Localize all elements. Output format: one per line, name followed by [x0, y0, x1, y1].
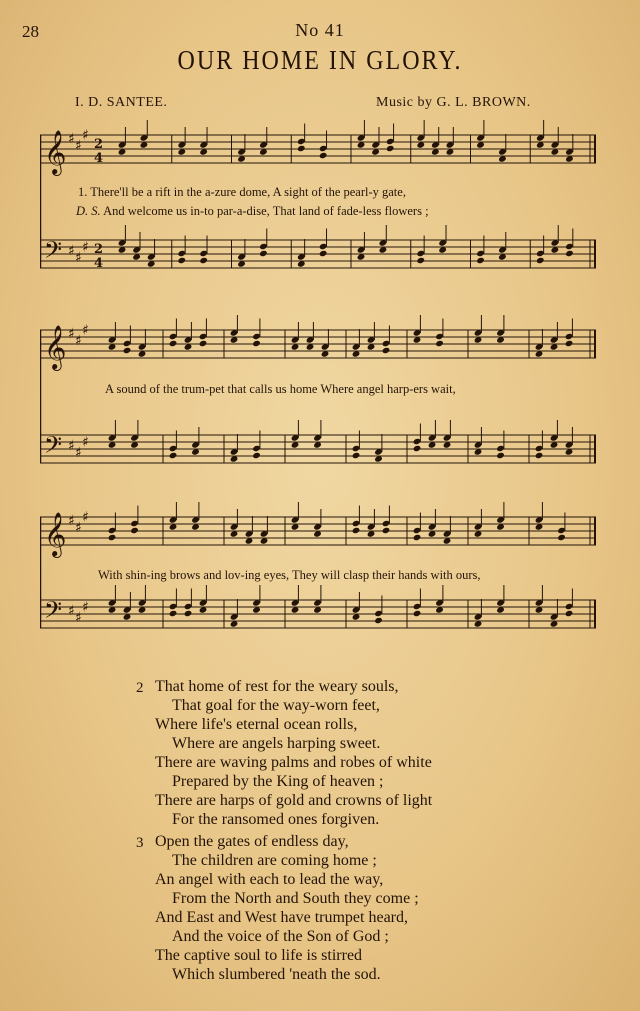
svg-text:♯: ♯ — [68, 131, 75, 147]
svg-text:♯: ♯ — [75, 333, 82, 349]
verse-line: The children are coming home ; — [172, 852, 377, 869]
verse-line: Prepared by the King of heaven ; — [172, 773, 384, 790]
lyric-text: A sound of the trum-pet that calls us home Where angel harp-ers wait, — [105, 382, 456, 396]
treble-staff — [40, 517, 596, 545]
lyric-line-1 — [78, 185, 406, 200]
time-signature-bottom: 4 — [94, 256, 104, 271]
treble-key-signature — [68, 323, 89, 350]
verse-line: That goal for the way-worn feet, — [172, 697, 380, 714]
svg-text:♯: ♯ — [75, 138, 82, 154]
svg-text:♯: ♯ — [75, 610, 82, 626]
treble-clef-icon: 𝄞 — [44, 325, 67, 369]
hymn-number: No 41 — [295, 20, 345, 40]
verse-line: Where are angels harping sweet. — [172, 735, 381, 752]
bass-key-signature — [68, 600, 89, 627]
svg-text:♯: ♯ — [82, 239, 89, 256]
music-system-2 — [40, 310, 596, 480]
verse-line: For the ransomed ones forgiven. — [172, 811, 380, 828]
svg-text:♯: ♯ — [68, 603, 75, 619]
svg-text:♯: ♯ — [82, 322, 89, 339]
time-signature-bottom: 4 — [94, 151, 104, 166]
svg-text:♯: ♯ — [68, 326, 75, 342]
verse-3-number: 3 — [136, 835, 144, 851]
verse-line: From the North and South they come ; — [172, 890, 419, 907]
verse-line: Where life's eternal ocean rolls, — [155, 716, 358, 733]
verse-line: And East and West have trumpet heard, — [155, 909, 409, 926]
svg-text:♯: ♯ — [68, 243, 75, 259]
lyric-text: And welcome us in-to par-a-dise, That land of fade-less flowers ; — [103, 204, 429, 218]
verse-line: And the voice of the Son of God ; — [172, 928, 389, 945]
lyric-line-3 — [98, 568, 481, 583]
lyric-line-ds — [76, 204, 429, 219]
treble-key-signature — [68, 128, 89, 155]
svg-text:♯: ♯ — [68, 438, 75, 454]
verse-line: That home of rest for the weary souls, — [155, 678, 399, 695]
treble-staff — [40, 330, 596, 358]
treble-clef-icon: 𝄞 — [44, 130, 67, 174]
bass-clef-icon: 𝄢 — [44, 596, 63, 629]
music-system-1 — [40, 115, 596, 285]
time-signature-top: 2 — [94, 242, 104, 257]
verse-line: An angel with each to lead the way, — [155, 871, 384, 888]
verse-line: Which slumbered 'neath the sod. — [172, 966, 381, 983]
time-signature-top: 2 — [94, 137, 104, 152]
treble-clef-icon: 𝄞 — [44, 512, 67, 556]
verse-line: The captive soul to life is stirred — [155, 947, 363, 964]
lyric-line-2 — [105, 382, 456, 397]
author-credit: I. D. SANTEE. — [75, 95, 168, 110]
svg-text:♯: ♯ — [75, 520, 82, 536]
verse-2-number: 2 — [136, 680, 144, 696]
verse-line: Open the gates of endless day, — [155, 833, 349, 850]
staff-system-1 — [40, 115, 596, 285]
bass-key-signature — [68, 240, 89, 267]
stanza-label: 1. — [78, 185, 88, 199]
svg-text:♯: ♯ — [82, 509, 89, 526]
lyric-text: With shin-ing brows and lov-ing eyes, They will clasp their hands with ours, — [98, 568, 481, 582]
svg-text:♯: ♯ — [68, 513, 75, 529]
page-number: 28 — [22, 22, 39, 41]
svg-text:♯: ♯ — [75, 445, 82, 461]
verse-line: There are waving palms and robes of white — [155, 754, 432, 771]
bass-clef-icon: 𝄢 — [44, 431, 63, 464]
svg-text:♯: ♯ — [82, 599, 89, 616]
treble-key-signature — [68, 510, 89, 537]
svg-text:♯: ♯ — [82, 127, 89, 144]
composer-credit: Music by G. L. BROWN. — [376, 95, 531, 110]
ds-label: D. S. — [76, 204, 101, 218]
bass-key-signature — [68, 435, 89, 462]
verse-line: There are harps of gold and crowns of light — [155, 792, 433, 809]
svg-text:♯: ♯ — [82, 434, 89, 451]
treble-staff — [40, 135, 596, 163]
music-system-3 — [40, 500, 596, 650]
hymn-title: OUR HOME IN GLORY. — [177, 45, 463, 76]
lyric-text: There'll be a rift in the a-zure dome, A sight of the pearl-y gate, — [90, 185, 406, 199]
svg-text:♯: ♯ — [75, 250, 82, 266]
bass-clef-icon: 𝄢 — [44, 236, 63, 269]
